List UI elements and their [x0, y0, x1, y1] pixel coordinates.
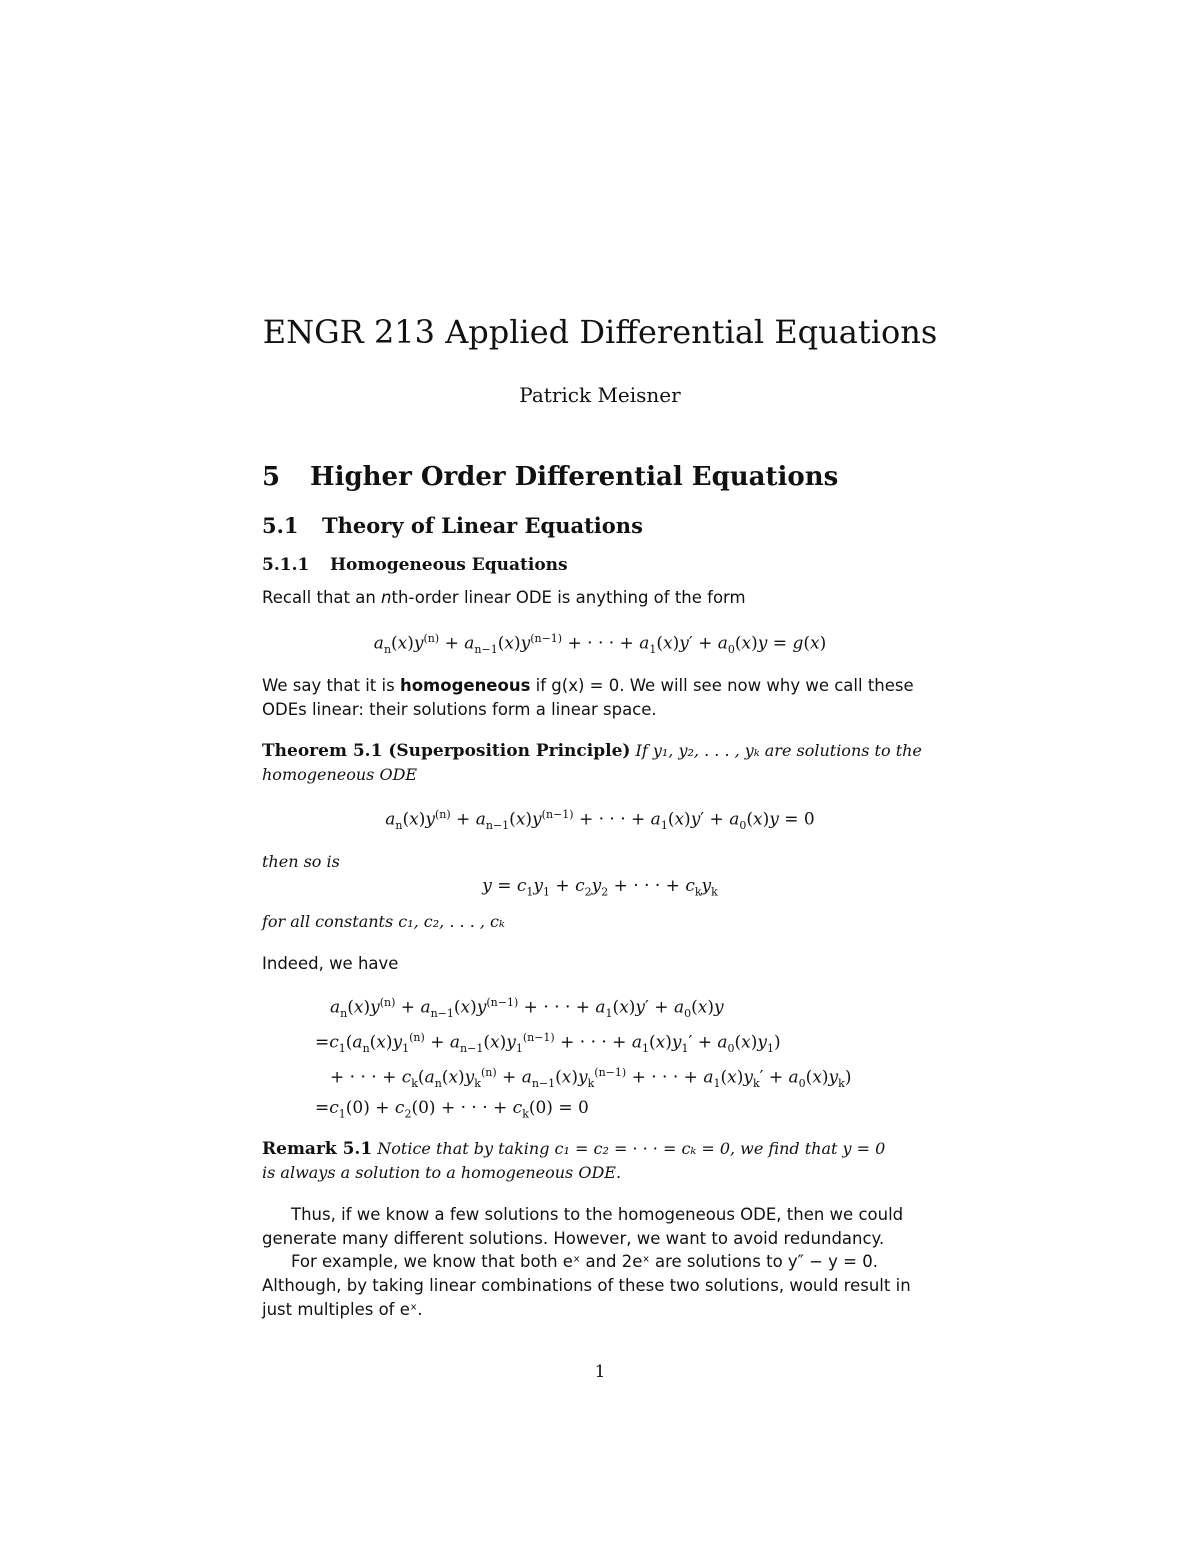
paragraph1-line1: Thus, if we know a few solutions to the homogeneous ODE, then we could — [291, 1205, 904, 1224]
page-number: 1 — [594, 1362, 606, 1382]
section-heading — [262, 462, 838, 492]
derivation-line4: $=c_1(0) + c_2(0)$ + · · · + $c_k(0) = 0$ — [315, 1098, 589, 1121]
homogeneous-ode-equation: $a_n(x)y^{(n)} + a_{n-1}(x)y^{(n-1)}$ + · · · + $a_1(x)y' + a_0(x)y = 0$ — [385, 808, 815, 833]
for-all-constants: for all constants c₁, c₂, . . . , cₖ — [262, 912, 505, 931]
subsection-number: 5.1 — [262, 513, 299, 538]
remark-label: Remark 5.1 — [262, 1139, 373, 1159]
document-author: Patrick Meisner — [519, 383, 681, 407]
superposition-equation: $y = c_1y_1 + c_2y_2$ + · · · + $c_ky_k$ — [482, 876, 718, 899]
theorem-statement-line2: homogeneous ODE — [262, 765, 418, 784]
paragraph2-line2: Although, by taking linear combinations of these two solutions, would result in — [262, 1276, 911, 1295]
subsection-heading — [262, 513, 643, 538]
derivation-line1: $a_n(x)y^{(n)} + a_{n-1}(x)y^{(n-1)}$ + · · · + $a_1(x)y' + a_0(x)y$ — [330, 996, 724, 1021]
document-title: ENGR 213 Applied Differential Equations — [262, 313, 938, 351]
section-title: Higher Order Differential Equations — [310, 462, 839, 492]
then-so-is: then so is — [262, 852, 340, 871]
general-ode-equation: $a_n(x)y^{(n)} + a_{n-1}(x)y^{(n-1)}$ + · · · + $a_1(x)y' + a_0(x)y = g(x)$ — [373, 632, 827, 657]
remark-line1: Remark 5.1 Notice that by taking c₁ = c₂ = · · · = cₖ = 0, we find that y = 0 — [262, 1139, 886, 1159]
derivation-line3: + · · · + $c_k(a_n(x)y_k^{(n)} + a_{n-1}(x)y_k^{(n-1)}$ + · · · + $a_1(x)y_k' + a_0(x)y_k$) — [330, 1066, 852, 1091]
derivation-line2: $=c_1(a_n(x)y_1^{(n)} + a_{n-1}(x)y_1^{(n-1)}$ + · · · + $a_1(x)y_1' + a_0(x)y_1$) — [315, 1031, 781, 1056]
indeed-line: Indeed, we have — [262, 954, 399, 973]
subsubsection-title: Homogeneous Equations — [330, 555, 568, 575]
theorem-statement-line1: Theorem 5.1 (Superposition Principle) If y₁, y₂, . . . , yₖ are solutions to the — [262, 741, 922, 761]
subsection-title: Theory of Linear Equations — [322, 513, 643, 538]
subsubsection-number: 5.1.1 — [262, 555, 310, 575]
remark-line2: is always a solution to a homogeneous ODE. — [262, 1163, 622, 1182]
homogeneous-definition-line2: ODEs linear: their solutions form a linear space. — [262, 700, 657, 719]
theorem-label: Theorem 5.1 (Superposition Principle) — [262, 741, 631, 761]
recall-paragraph: Recall that an nth-order linear ODE is anything of the form — [262, 588, 746, 607]
homogeneous-definition-line1: We say that it is homogeneous if g(x) = 0. We will see now why we call these — [262, 676, 914, 695]
section-number: 5 — [262, 462, 281, 492]
paragraph2-line3: just multiples of eˣ. — [262, 1300, 423, 1319]
paragraph1-line2: generate many different solutions. However, we want to avoid redundancy. — [262, 1229, 885, 1248]
paragraph2-line1: For example, we know that both eˣ and 2eˣ are solutions to y″ − y = 0. — [291, 1252, 878, 1271]
subsubsection-heading — [262, 555, 568, 575]
